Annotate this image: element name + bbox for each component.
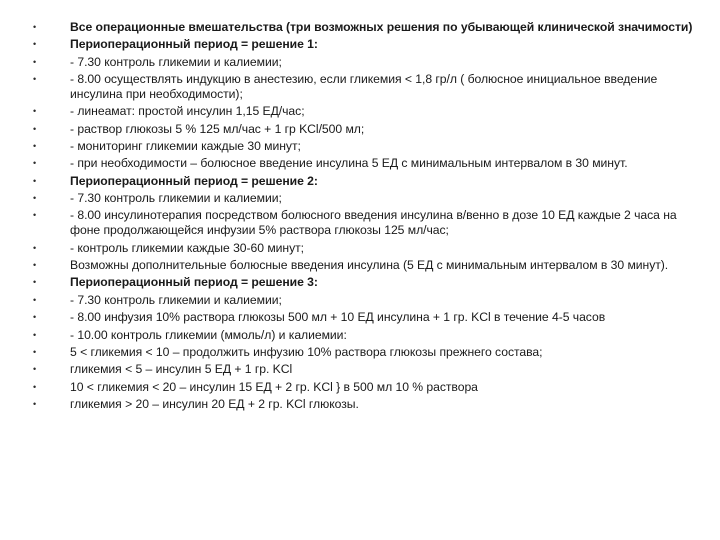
bullet-text: 5 < гликемия < 10 – продолжить инфузию 10% раствора глюкозы прежнего состава; [70, 344, 543, 359]
list-item [28, 72, 700, 102]
bullet-icon: • [33, 329, 37, 340]
bullet-icon: • [33, 242, 37, 253]
bullet-text: - 7.30 контроль гликемии и калиемии; [70, 292, 282, 307]
bullet-icon: • [33, 346, 37, 357]
bullet-text: - 8.00 инсулинотерапия посредством болюсного введения инсулина в/венно в дозе 10 ЕД каждые 2 часа на фоне продолжающейся инфузии 5% раствора глюкозы 125 мл/час; [70, 208, 677, 238]
bullet-text: - при необходимости – болюсное введение инсулина 5 ЕД с минимальным интервалом в 30 минут. [70, 156, 628, 171]
list-item [28, 191, 700, 206]
list-item [28, 310, 700, 325]
bullet-icon: • [33, 74, 37, 85]
list-item [28, 397, 700, 412]
bullet-icon: • [33, 312, 37, 323]
list-item [28, 122, 700, 137]
section-heading: Периоперационный период = решение 1: [70, 37, 318, 52]
list-item [28, 20, 700, 35]
bullet-text: - мониторинг гликемии каждые 30 минут; [70, 139, 301, 154]
bullet-icon: • [33, 158, 37, 169]
bullet-list [28, 20, 700, 414]
list-item [28, 293, 700, 308]
list-item [28, 174, 700, 189]
bullet-text: - 7.30 контроль гликемии и калиемии; [70, 54, 282, 69]
list-item [28, 139, 700, 154]
bullet-icon: • [33, 106, 37, 117]
bullet-icon: • [33, 364, 37, 375]
list-item [28, 362, 700, 377]
bullet-text: - 10.00 контроль гликемии (ммоль/л) и калиемии: [70, 327, 347, 342]
list-item [28, 55, 700, 70]
list-item [28, 104, 700, 119]
bullet-icon: • [33, 56, 37, 67]
bullet-text: - линеамат: простой инсулин 1,15 ЕД/час; [70, 104, 305, 119]
list-item [28, 258, 700, 273]
bullet-text: - 8.00 инфузия 10% раствора глюкозы 500 мл + 10 ЕД инсулина + 1 гр. KCl в течение 4-5 часов [70, 310, 606, 325]
section-heading: Периоперационный период = решение 2: [70, 173, 318, 188]
bullet-icon: • [33, 210, 37, 221]
list-item [28, 380, 700, 395]
list-item [28, 328, 700, 343]
bullet-icon: • [33, 260, 37, 271]
bullet-icon: • [33, 175, 37, 186]
bullet-icon: • [33, 141, 37, 152]
bullet-text: Возможны дополнительные болюсные введения инсулина (5 ЕД с минимальным интервалом в 30 минут). [70, 258, 669, 273]
list-item [28, 275, 700, 290]
section-heading: Все операционные вмешательства (три возможных решения по убывающей клинической значимости) [70, 20, 693, 34]
list-item [28, 37, 700, 52]
bullet-icon: • [33, 193, 37, 204]
bullet-text: гликемия > 20 – инсулин 20 ЕД + 2 гр. KCl глюкозы. [70, 396, 359, 411]
list-item [28, 208, 700, 238]
list-item [28, 345, 700, 360]
bullet-text: - раствор глюкозы 5 % 125 мл/час + 1 гр KCl/500 мл; [70, 121, 365, 136]
bullet-icon: • [33, 294, 37, 305]
bullet-icon: • [33, 39, 37, 50]
list-item [28, 241, 700, 256]
section-heading: Периоперационный период = решение 3: [70, 275, 318, 290]
bullet-text: гликемия < 5 – инсулин 5 ЕД + 1 гр. KCl [70, 362, 293, 377]
list-item [28, 156, 700, 171]
bullet-icon: • [33, 123, 37, 134]
bullet-text: - 8.00 осуществлять индукцию в анестезию, если гликемия < 1,8 гр/л ( болюсное инициальное введение инсулина при необходимости); [70, 72, 658, 102]
bullet-icon: • [33, 22, 37, 32]
bullet-text: 10 < гликемия < 20 – инсулин 15 ЕД + 2 гр. KCl } в 500 мл 10 % раствора [70, 379, 478, 394]
bullet-text: - 7.30 контроль гликемии и калиемии; [70, 191, 282, 206]
bullet-text: - контроль гликемии каждые 30-60 минут; [70, 240, 305, 255]
bullet-icon: • [33, 381, 37, 392]
bullet-icon: • [33, 398, 37, 409]
bullet-icon: • [33, 277, 37, 288]
